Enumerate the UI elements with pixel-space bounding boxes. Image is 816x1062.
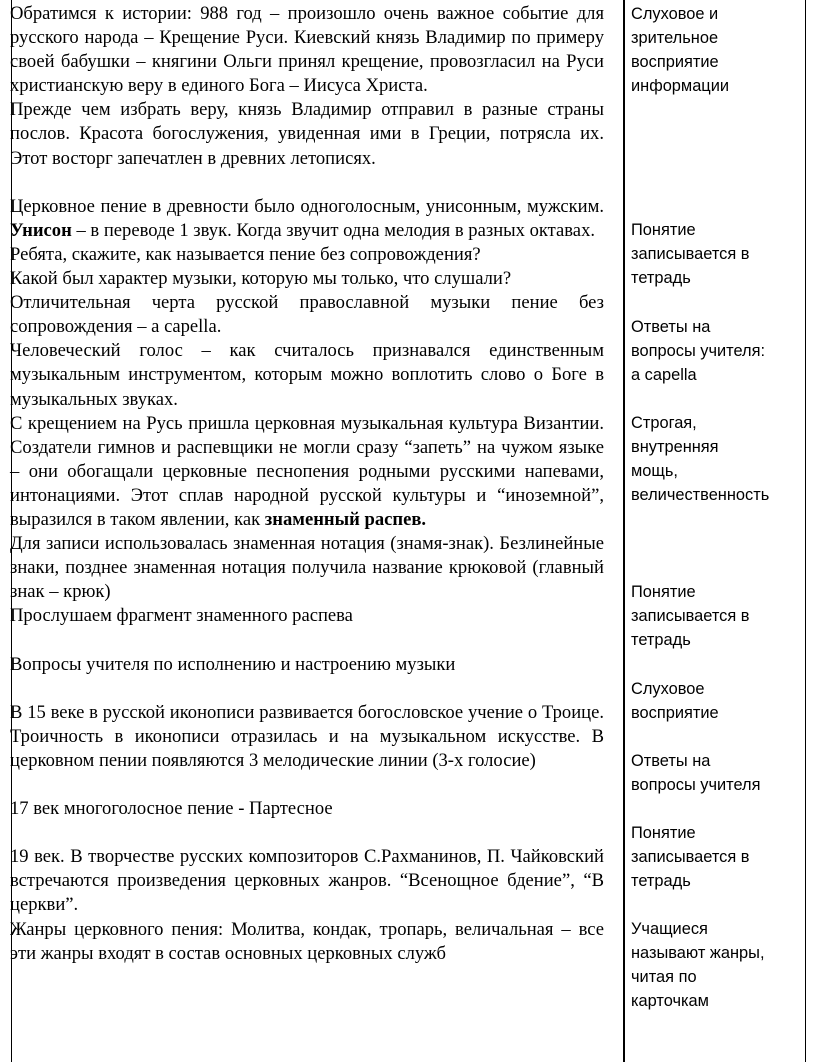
- unison-term: Унисон: [10, 219, 72, 241]
- note-listening: Слуховое восприятие: [631, 680, 719, 723]
- note-perception: Слуховое и зрительное восприятие информации: [631, 5, 730, 96]
- note-answers-2: Ответы на вопросы учителя: [631, 752, 761, 795]
- byzantium-paragraph: С крещением на Русь пришла церковная музыкальная культура Византии. Создатели гимнов и распевщики не могли сразу “запеть” на чужом языке – они обогащали церковные песнопения родными русскими напевами, интонациями. Этот сплав народной русской культуры и “иноземной”, выразился в таком явлении, как знаменный распев.: [10, 412, 605, 530]
- unison-paragraph: Церковное пение в древности было одноголосным, унисонным, мужским. Унисон – в переводе 1 звук. Когда звучит одна мелодия в разных октавах.: [10, 195, 604, 241]
- partes-line: 17 век многоголосное пение - Партесное: [10, 798, 333, 820]
- history-paragraph: Обратимся к истории: 988 год – произошло очень важное событие для русского народа – Крещение Руси. Киевский князь Владимир по примеру своей бабушки – княгини Ольги принял крещение, провозгласил на Руси христианскую веру в единого Бога – Иисуса Христа.: [10, 3, 604, 97]
- trinity-paragraph: В 15 веке в русской иконописи развивается богословское учение о Троице. Троичность в иконописи отразилась и на музыкальном искусстве. В церковном пении появляются 3 мелодические линии (3-х голосие): [10, 701, 604, 771]
- teacher-questions-line: Вопросы учителя по исполнению и настроению музыки: [10, 653, 456, 675]
- acapella-paragraph: Отличительная черта русской православной музыки пение без сопровождения – а capella.: [10, 292, 604, 338]
- note-concept-2: Понятие записывается в тетрадь: [631, 583, 750, 650]
- genres-paragraph: Жанры церковного пения: Молитва, кондак, тропарь, величальная – все эти жанры входят в состав основных церковных служб: [10, 918, 604, 964]
- note-character: Строгая, внутренняя мощь, величественность: [631, 414, 770, 505]
- question-1: Ребята, скажите, как называется пение без сопровождения?: [10, 243, 481, 265]
- composers-paragraph: 19 век. В творчестве русских композиторов С.Рахманинов, П. Чайковский встречаются произведения церковных жанров. “Всенощное бдение”, “В церкви”.: [10, 846, 604, 916]
- note-concept-1: Понятие записывается в тетрадь: [631, 221, 750, 288]
- question-2: Какой был характер музыки, которую мы только, что слушали?: [10, 268, 512, 290]
- teacher-activity-column: [10, 2, 604, 966]
- listening-line: Прослушаем фрагмент знаменного распева: [10, 605, 353, 627]
- note-concept-3: Понятие записывается в тетрадь: [631, 824, 750, 891]
- znamenny-term: знаменный распев.: [264, 508, 427, 530]
- notation-paragraph: Для записи использовалась знаменная нотация (знамя-знак). Безлинейные знаки, позднее знаменная нотация получила название крюковой (главный знак – крюк): [10, 533, 604, 603]
- ambassadors-paragraph: Прежде чем избрать веру, князь Владимир отправил в разные страны послов. Красота богослужения, увиденная ими в Греции, потрясла их. Этот восторг запечатлен в древних летописях.: [10, 99, 605, 169]
- note-answers-1: Ответы на вопросы учителя: а capella: [631, 318, 766, 385]
- column-divider: [623, 0, 625, 1062]
- note-genres: Учащиеся называют жанры, читая по карточкам: [631, 920, 765, 1011]
- voice-paragraph: Человеческий голос – как считалось признавался единственным музыкальным инструментом, которым можно воплотить слово о Боге в музыкальных звуках.: [10, 340, 604, 410]
